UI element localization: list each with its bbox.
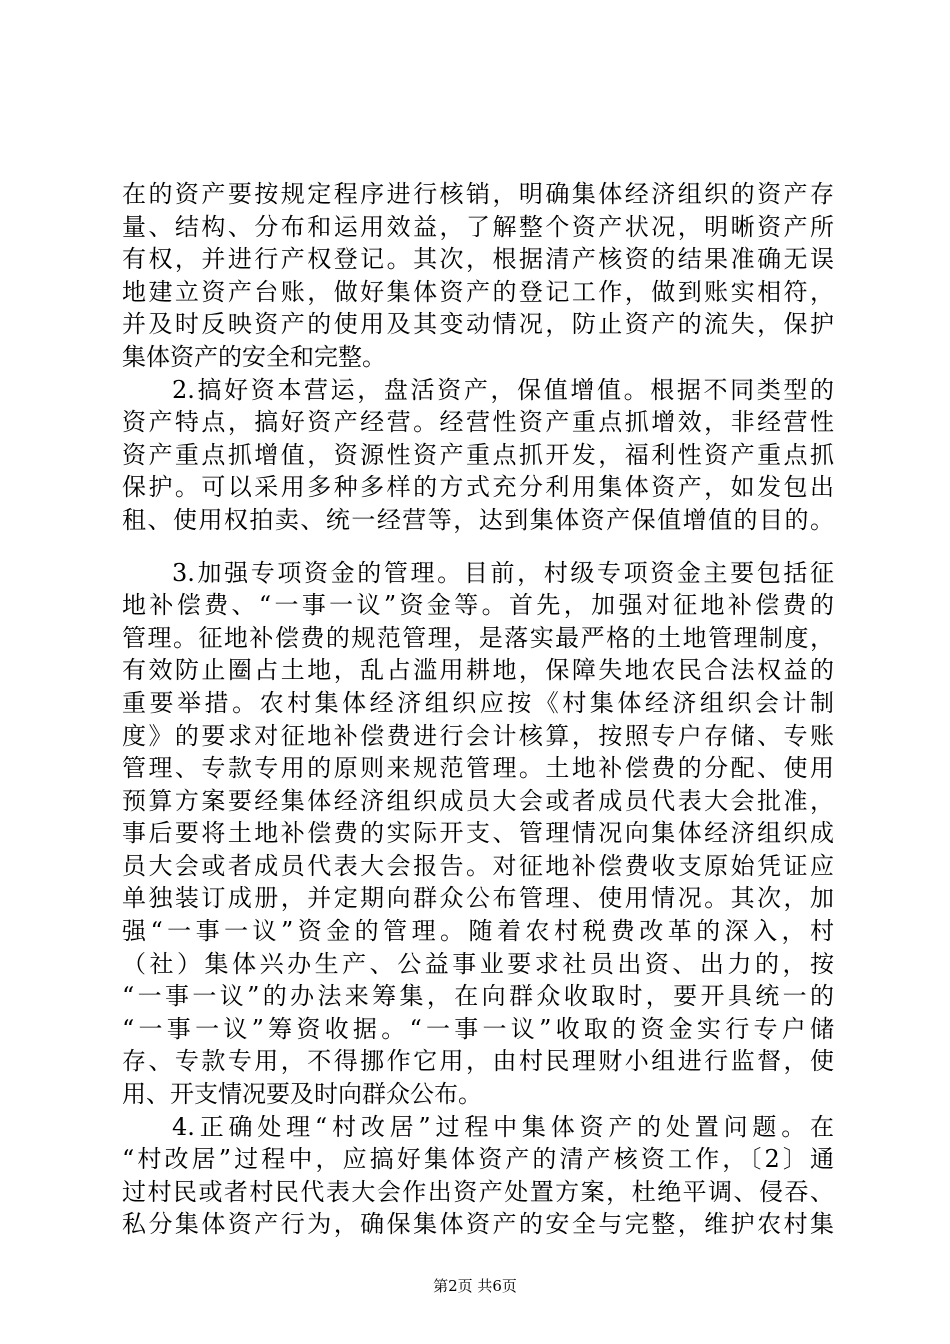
text-line: 度》的要求对征地补偿费进行会计核算，按照专户存储、专账 <box>122 721 834 750</box>
text-line: 员大会或者成员代表大会报告。对征地补偿费收支原始凭证应 <box>122 851 834 880</box>
text-line: 有效防止圈占土地，乱占滥用耕地，保障失地农民合法权益的 <box>122 656 834 685</box>
paragraph-4 <box>122 1111 834 1241</box>
text-line: 管理、专款专用的原则来规范管理。土地补偿费的分配、使用 <box>122 754 834 783</box>
paragraph-1 <box>122 178 834 374</box>
text-line: “村改居”过程中，应搞好集体资产的清产核资工作，〔2〕通 <box>122 1145 834 1174</box>
text-line: 私分集体资产行为，确保集体资产的安全与完整，维护农村集 <box>122 1210 834 1239</box>
text-line: 过村民或者村民代表大会作出资产处置方案，杜绝平调、侵吞、 <box>122 1177 834 1206</box>
paragraph-gap <box>122 537 834 557</box>
text-line: 预算方案要经集体经济组织成员大会或者成员代表大会批准， <box>122 786 834 815</box>
text-line: 强“一事一议”资金的管理。随着农村税费改革的深入，村 <box>122 917 834 946</box>
text-line: 2.搞好资本营运，盘活资产，保值增值。根据不同类型的 <box>172 375 834 404</box>
text-line: （社）集体兴办生产、公益事业要求社员出资、出力的，按 <box>122 949 834 978</box>
text-line: “一事一议”的办法来筹集，在向群众收取时，要开具统一的 <box>122 982 834 1011</box>
text-line: 集体资产的安全和完整。 <box>122 342 386 371</box>
text-line: 在的资产要按规定程序进行核销，明确集体经济组织的资产存 <box>122 180 834 208</box>
text-line: 地建立资产台账，做好集体资产的登记工作，做到账实相符， <box>122 277 834 306</box>
text-line: 资产重点抓增值，资源性资产重点抓开发，福利性资产重点抓 <box>122 440 834 469</box>
paragraph-3 <box>122 557 834 1111</box>
text-line: 存、专款专用，不得挪作它用，由村民理财小组进行监督，使 <box>122 1047 834 1076</box>
text-line: 地补偿费、“一事一议”资金等。首先，加强对征地补偿费的 <box>122 591 834 620</box>
text-line: 单独装订成册，并定期向群众公布管理、使用情况。其次，加 <box>122 884 834 913</box>
text-line: “一事一议”筹资收据。“一事一议”收取的资金实行专户储 <box>122 1014 834 1043</box>
text-line: 并及时反映资产的使用及其变动情况，防止资产的流失，保护 <box>122 310 834 339</box>
text-line: 重要举措。农村集体经济组织应按《村集体经济组织会计制 <box>122 688 834 717</box>
text-line: 有权，并进行产权登记。其次，根据清产核资的结果准确无误 <box>122 245 834 274</box>
text-line: 保护。可以采用多种多样的方式充分利用集体资产，如发包出 <box>122 473 834 502</box>
text-line: 用、开支情况要及时向群众公布。 <box>122 1080 482 1109</box>
text-line: 管理。征地补偿费的规范管理，是落实最严格的土地管理制度， <box>122 623 834 652</box>
text-line: 3.加强专项资金的管理。目前，村级专项资金主要包括征 <box>172 558 834 587</box>
text-line: 4.正确处理“村改居”过程中集体资产的处置问题。在 <box>172 1112 834 1141</box>
text-line: 租、使用权拍卖、统一经营等，达到集体资产保值增值的目的。 <box>122 505 834 534</box>
body-text <box>122 178 834 1241</box>
page-number-footer: 第2页 共6页 <box>433 1277 517 1295</box>
text-line: 量、结构、分布和运用效益，了解整个资产状况，明晰资产所 <box>122 212 834 241</box>
text-line: 事后要将土地补偿费的实际开支、管理情况向集体经济组织成 <box>122 819 834 848</box>
text-line: 资产特点，搞好资产经营。经营性资产重点抓增效，非经营性 <box>122 408 834 437</box>
paragraph-2 <box>122 374 834 537</box>
